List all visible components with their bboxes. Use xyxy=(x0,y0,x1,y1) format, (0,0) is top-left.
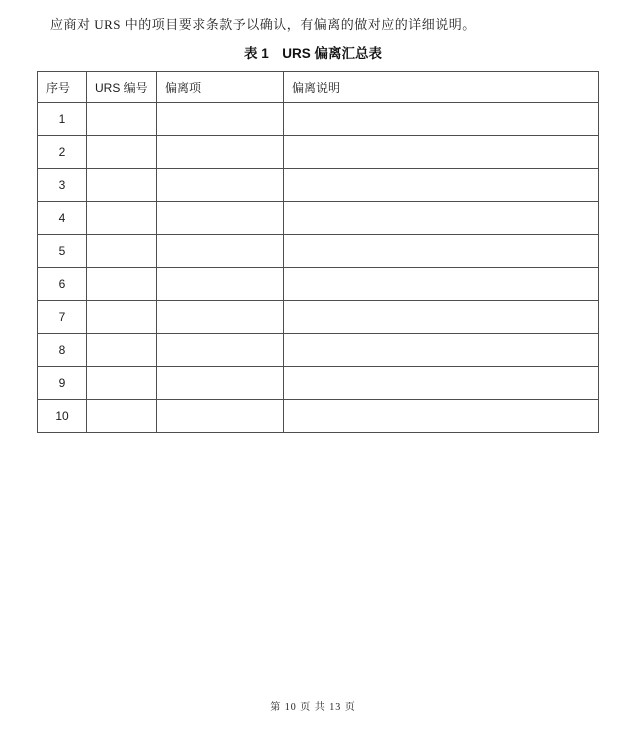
cell-urs-no xyxy=(87,136,157,169)
table-row xyxy=(38,136,599,169)
table-caption: 表 1 URS 偏离汇总表 xyxy=(243,46,382,61)
cell-deviation-desc xyxy=(284,268,599,301)
cell-seq: 1 xyxy=(38,103,87,136)
table-row xyxy=(38,103,599,136)
cell-deviation-item xyxy=(157,136,284,169)
cell-seq: 4 xyxy=(38,202,87,235)
cell-deviation-desc xyxy=(284,169,599,202)
cell-urs-no xyxy=(87,334,157,367)
cell-urs-no xyxy=(87,367,157,400)
page-footer: 第 10 页 共 13 页 xyxy=(270,702,356,713)
urs-deviation-table xyxy=(37,71,599,433)
table-row xyxy=(38,235,599,268)
cell-deviation-desc xyxy=(284,202,599,235)
cell-seq: 7 xyxy=(38,301,87,334)
table-row xyxy=(38,334,599,367)
cell-seq: 6 xyxy=(38,268,87,301)
cell-urs-no xyxy=(87,268,157,301)
cell-deviation-item xyxy=(157,235,284,268)
cell-urs-no xyxy=(87,301,157,334)
cell-seq: 5 xyxy=(38,235,87,268)
intro-paragraph: 应商对 URS 中的项目要求条款予以确认，有偏离的做对应的详细说明。 xyxy=(50,17,476,32)
cell-deviation-item xyxy=(157,301,284,334)
cell-urs-no xyxy=(87,235,157,268)
cell-deviation-desc xyxy=(284,235,599,268)
table-row xyxy=(38,367,599,400)
cell-deviation-desc xyxy=(284,367,599,400)
cell-deviation-desc xyxy=(284,334,599,367)
table-row xyxy=(38,202,599,235)
table-row xyxy=(38,400,599,433)
cell-deviation-item xyxy=(157,202,284,235)
table-row xyxy=(38,268,599,301)
cell-seq: 8 xyxy=(38,334,87,367)
column-header-urs-no: URS 编号 xyxy=(87,72,157,103)
cell-deviation-item xyxy=(157,268,284,301)
cell-seq: 2 xyxy=(38,136,87,169)
cell-deviation-desc xyxy=(284,136,599,169)
cell-deviation-item xyxy=(157,334,284,367)
column-header-deviation-desc: 偏离说明 xyxy=(284,72,599,103)
cell-deviation-item xyxy=(157,367,284,400)
cell-urs-no xyxy=(87,103,157,136)
table-header-row xyxy=(38,72,599,103)
column-header-deviation-item: 偏离项 xyxy=(157,72,284,103)
cell-urs-no xyxy=(87,400,157,433)
cell-deviation-desc xyxy=(284,301,599,334)
cell-deviation-desc xyxy=(284,103,599,136)
cell-deviation-desc xyxy=(284,400,599,433)
cell-seq: 9 xyxy=(38,367,87,400)
cell-deviation-item xyxy=(157,103,284,136)
table-row xyxy=(38,301,599,334)
table-row xyxy=(38,169,599,202)
cell-seq: 10 xyxy=(38,400,87,433)
cell-deviation-item xyxy=(157,400,284,433)
column-header-seq: 序号 xyxy=(38,72,87,103)
cell-urs-no xyxy=(87,169,157,202)
cell-deviation-item xyxy=(157,169,284,202)
cell-seq: 3 xyxy=(38,169,87,202)
cell-urs-no xyxy=(87,202,157,235)
